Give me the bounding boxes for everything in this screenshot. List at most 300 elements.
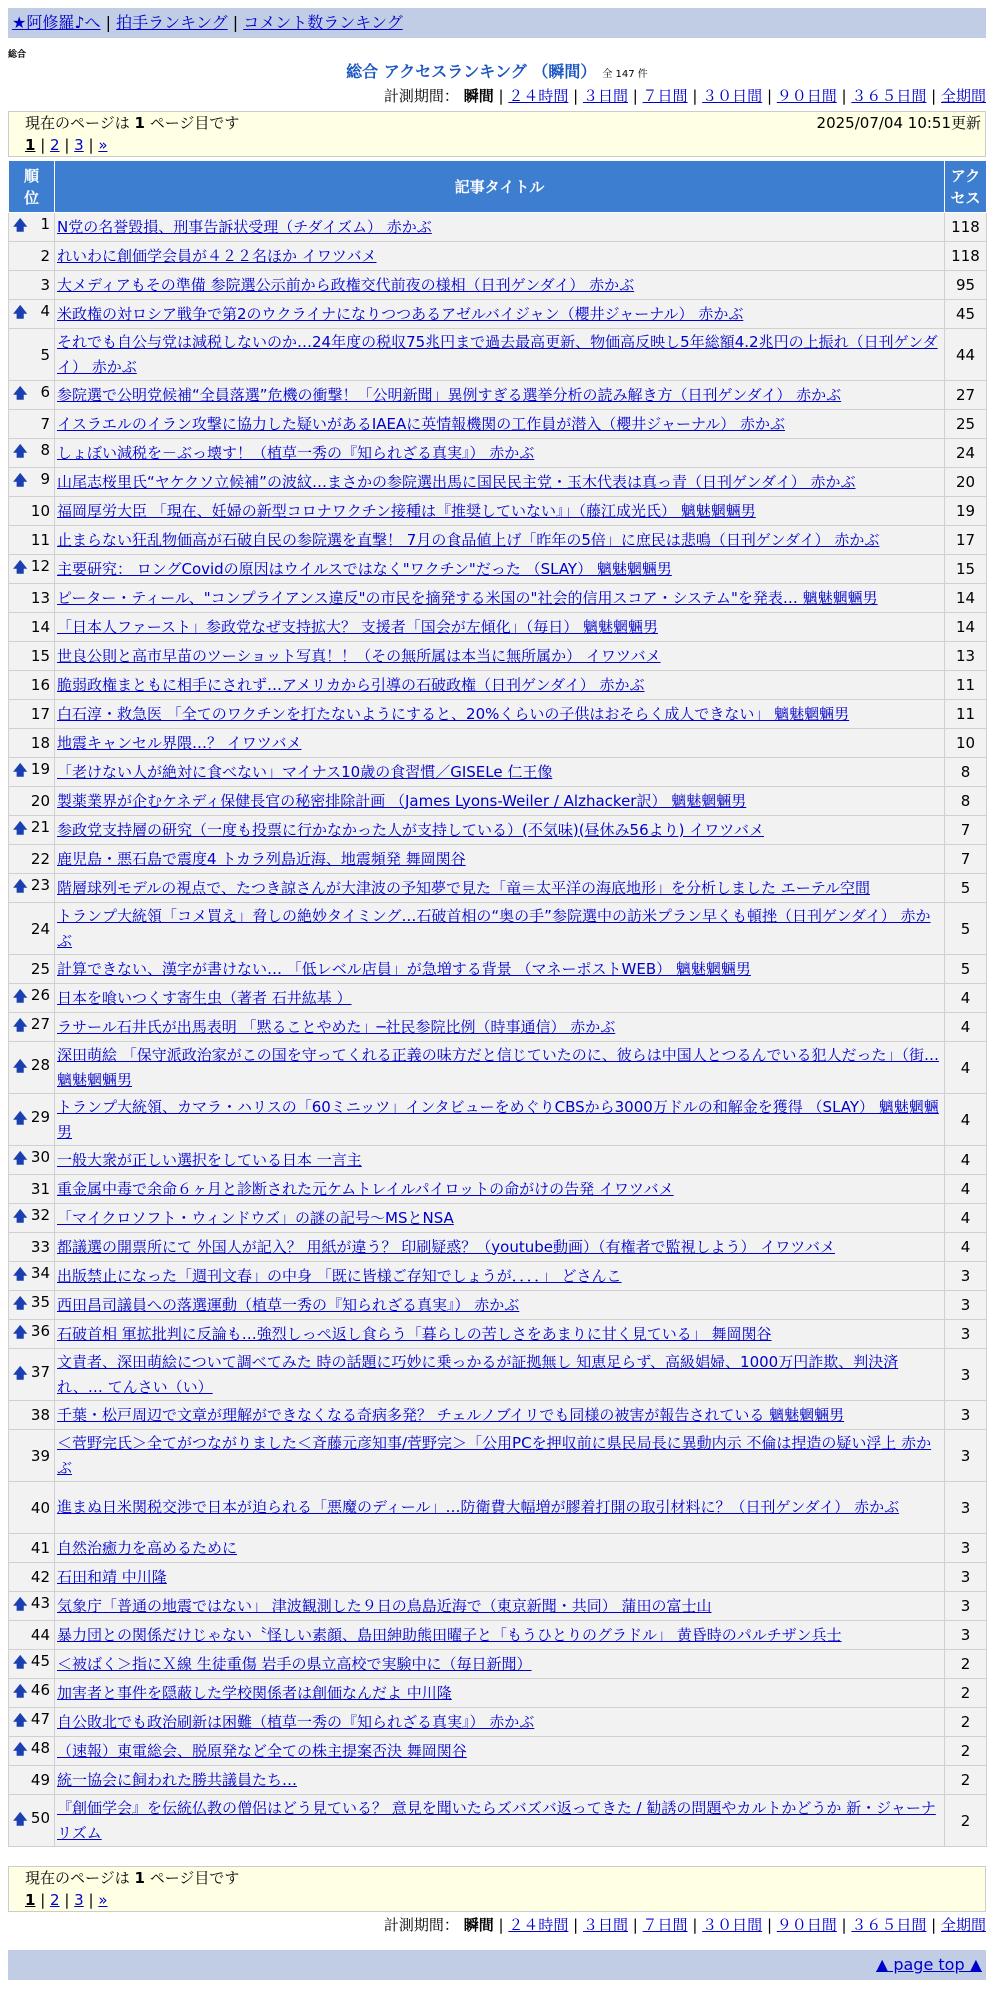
table-row xyxy=(9,1349,987,1401)
table-row xyxy=(9,729,987,758)
col-title-header: 記事タイトル xyxy=(55,161,945,213)
article-link[interactable]: 深田萌絵 「保守派政治家がこの国を守ってくれる正義の味方だと信じていたのに、彼らは中国人とつるんでいる犯人だった」（街… 魑魅魍魎男 xyxy=(57,1045,939,1089)
title-cell xyxy=(55,1534,945,1563)
access-count: 11 xyxy=(945,671,987,700)
rank-cell xyxy=(9,497,55,526)
article-link[interactable]: 統一協会に飼われた勝共議員たち… xyxy=(57,1770,298,1789)
rank-cell xyxy=(9,300,55,329)
table-row xyxy=(9,1094,987,1146)
rank-number: 46 xyxy=(30,1681,50,1699)
rank-number: 49 xyxy=(30,1771,50,1789)
period-separator: | xyxy=(926,87,941,105)
table-row xyxy=(9,1534,987,1563)
rank-cell xyxy=(9,1320,55,1349)
rank-up-arrow-icon: 🡅 xyxy=(13,1018,28,1034)
page-suffix: ページ目です xyxy=(144,1869,240,1887)
article-link[interactable]: 参院選で公明党候補“全員落選”危機の衝撃！「公明新聞」異例すぎる選挙分析の読み解き方（日刊ゲンダイ） 赤かぶ xyxy=(57,385,842,404)
rank-up-arrow-icon: 🡅 xyxy=(13,1713,28,1729)
period-current: 瞬間 xyxy=(463,87,494,105)
table-header-row xyxy=(9,161,987,213)
rank-number: 26 xyxy=(30,986,50,1004)
page-prefix: 現在のページは xyxy=(25,1869,135,1887)
top-nav-bar xyxy=(8,8,986,38)
article-link[interactable]: 自公敗北でも政治刷新は困難（植草一秀の『知られざる真実』） 赤かぶ xyxy=(57,1712,535,1731)
title-cell xyxy=(55,955,945,984)
col-rank-header xyxy=(9,161,55,213)
col-access-label: アクセス xyxy=(950,166,981,207)
table-row xyxy=(9,1146,987,1175)
period-link[interactable]: ７日間 xyxy=(642,87,688,105)
title-cell xyxy=(55,1679,945,1708)
article-link[interactable]: 加害者と事件を隠蔽した学校関係者は創価なんだよ 中川隆 xyxy=(57,1683,452,1702)
rank-up-arrow-icon: 🡅 xyxy=(13,1742,28,1758)
page-prefix: 現在のページは xyxy=(25,114,135,132)
table-row xyxy=(9,329,987,381)
article-link[interactable]: 計算できない、漢字が書けない… 「低レベル店員」が急増する背景 （マネーポストWEB） 魑魅魍魎男 xyxy=(57,959,751,978)
table-row xyxy=(9,700,987,729)
access-count: 4 xyxy=(945,1233,987,1262)
rank-cell xyxy=(9,242,55,271)
article-link[interactable]: 福岡厚労大臣 「現在、妊婦の新型コロナワクチン接種は『推奨していない』」（藤江成光氏） 魑魅魍魎男 xyxy=(57,501,756,520)
article-link[interactable]: ＜菅野完氏＞全てがつながりました＜斉藤元彦知事/菅野完＞「公用PCを押収前に県民局長に異動内示 不倫は捏造の疑い浮上 赤かぶ xyxy=(57,1433,932,1477)
article-link[interactable]: 参政党支持層の研究（一度も投票に行かなかった人が支持している）(不気味)(昼休み56より) イワツバメ xyxy=(57,820,764,839)
title-cell xyxy=(55,671,945,700)
rank-up-arrow-icon: 🡅 xyxy=(13,1597,28,1613)
access-count: 8 xyxy=(945,787,987,816)
title-cell xyxy=(55,271,945,300)
title-cell xyxy=(55,787,945,816)
article-link[interactable]: 都議選の開票所にて 外国人が記入？ 用紙が違う？ 印刷疑惑？（youtube動画）（有権者で監視しよう） イワツバメ xyxy=(57,1237,835,1256)
page-number: 1 xyxy=(134,1869,145,1887)
next-page-link[interactable]: » xyxy=(98,1891,108,1909)
rank-cell xyxy=(9,1534,55,1563)
access-count: 2 xyxy=(945,1795,987,1847)
title-cell xyxy=(55,242,945,271)
page-top-link[interactable]: ▲ page top ▲ xyxy=(875,1955,982,1974)
article-link[interactable]: 主要研究： ロングCovidの原因はウイルスではなく"ワクチン"だった （SLAY） 魑魅魍魎男 xyxy=(57,559,672,578)
access-count: 2 xyxy=(945,1708,987,1737)
title-cell xyxy=(55,1349,945,1401)
rank-up-arrow-icon: 🡅 xyxy=(13,1110,28,1127)
title-cell xyxy=(55,758,945,787)
article-link[interactable]: トランプ大統領「コメ買え」脅しの絶妙タイミング…石破首相の“奥の手”参院選中の訪米プラン早くも頓挫（日刊ゲンダイ） 赤かぶ xyxy=(57,906,931,950)
article-link[interactable]: 地震キャンセル界隈…？ イワツバメ xyxy=(57,733,302,752)
rank-number: 44 xyxy=(30,1626,50,1644)
rank-up-arrow-icon: 🡅 xyxy=(13,218,28,234)
article-link[interactable]: 石破首相 軍拡批判に反論も…強烈しっぺ返し食らう「暮らしの苦しさをあまりに甘く見ている」 舞岡関谷 xyxy=(57,1324,772,1343)
home-link[interactable]: ★阿修羅♪へ xyxy=(12,13,101,32)
rank-cell xyxy=(9,1679,55,1708)
rank-cell xyxy=(9,1592,55,1621)
page-separator: | xyxy=(35,1891,51,1909)
next-page-link[interactable]: » xyxy=(98,136,108,154)
table-row xyxy=(9,410,987,439)
rank-cell xyxy=(9,468,55,497)
article-link[interactable]: 気象庁「普通の地震ではない」 津波観測した９日の鳥島近海で（東京新聞・共同） 蒲田の富士山 xyxy=(57,1596,712,1615)
period-link[interactable]: ２４時間 xyxy=(508,1916,569,1934)
article-link[interactable]: ピーター・ティール、"コンプライアンス違反"の市民を摘発する米国の"社会的信用スコア・システム"を発表… 魑魅魍魎男 xyxy=(57,588,878,607)
title-cell xyxy=(55,1146,945,1175)
table-row xyxy=(9,381,987,410)
page-separator: | xyxy=(59,1891,75,1909)
rank-up-arrow-icon: 🡅 xyxy=(13,1296,28,1312)
table-row xyxy=(9,468,987,497)
title-cell xyxy=(55,497,945,526)
rank-number: 33 xyxy=(30,1238,50,1256)
rank-cell xyxy=(9,1262,55,1291)
article-link[interactable]: トランプ大統領、カマラ・ハリスの「60ミニッツ」インタビューをめぐりCBSから3000万ドルの和解金を獲得 （SLAY） 魑魅魍魎男 xyxy=(57,1097,939,1141)
rank-up-arrow-icon: 🡅 xyxy=(13,1655,28,1671)
title-cell xyxy=(55,555,945,584)
article-link[interactable]: 「老けない人が絶対に食べない」マイナス10歳の食習慣／GISELe 仁王像 xyxy=(57,762,553,781)
table-row xyxy=(9,1766,987,1795)
col-rank-label: 順位 xyxy=(23,166,39,207)
article-link[interactable]: 米政権の対ロシア戦争で第2のウクライナになりつつあるアゼルバイジャン（櫻井ジャーナル） 赤かぶ xyxy=(57,304,744,323)
rank-up-arrow-icon: 🡅 xyxy=(13,1058,28,1075)
rank-number: 2 xyxy=(40,247,50,265)
title-cell xyxy=(55,1737,945,1766)
rank-number: 19 xyxy=(30,760,50,778)
access-count: 4 xyxy=(945,1175,987,1204)
rank-number: 48 xyxy=(30,1739,50,1757)
rank-cell xyxy=(9,671,55,700)
article-link[interactable]: 大メディアもその準備 参院選公示前から政権交代前夜の様相（日刊ゲンダイ） 赤かぶ xyxy=(57,275,635,294)
access-count: 7 xyxy=(945,845,987,874)
title-cell xyxy=(55,1291,945,1320)
access-count: 3 xyxy=(945,1349,987,1401)
rank-number: 7 xyxy=(40,415,50,433)
rank-number: 16 xyxy=(30,676,50,694)
article-link[interactable]: しょぼい減税を－ぶっ壊す！（植草一秀の『知られざる真実』） 赤かぶ xyxy=(57,443,535,462)
table-row xyxy=(9,497,987,526)
period-separator: | xyxy=(762,1916,777,1934)
article-link[interactable]: 一般大衆が正しい選択をしている日本 一言主 xyxy=(57,1150,362,1169)
article-link[interactable]: 階層球列モデルの視点で、たつき諒さんが大津波の予知夢で見た「竜＝太平洋の海底地形」を分析しました エーテル空間 xyxy=(57,878,870,897)
rank-cell xyxy=(9,984,55,1013)
access-count: 3 xyxy=(945,1534,987,1563)
rank-up-arrow-icon: 🡅 xyxy=(13,1684,28,1700)
title-cell xyxy=(55,1204,945,1233)
ranking-table xyxy=(8,160,987,1847)
period-link[interactable]: ２４時間 xyxy=(508,87,569,105)
rank-cell xyxy=(9,1621,55,1650)
period-link[interactable]: ３６５日間 xyxy=(851,1916,927,1934)
period-current: 瞬間 xyxy=(463,1916,494,1934)
period-link[interactable]: 全期間 xyxy=(940,87,986,105)
rank-up-arrow-icon: 🡅 xyxy=(13,1151,28,1167)
title-cell xyxy=(55,845,945,874)
rank-number: 32 xyxy=(30,1206,50,1224)
access-count: 4 xyxy=(945,1146,987,1175)
period-link[interactable]: ３０日間 xyxy=(702,87,763,105)
article-link[interactable]: 鹿児島・悪石島で震度4 トカラ列島近海、地震頻発 舞岡関谷 xyxy=(57,849,466,868)
table-row xyxy=(9,1175,987,1204)
title-cell xyxy=(55,584,945,613)
table-row xyxy=(9,1013,987,1042)
rank-number: 23 xyxy=(30,876,50,894)
access-count: 2 xyxy=(945,1766,987,1795)
access-count: 27 xyxy=(945,381,987,410)
page-current: 1 xyxy=(25,1891,36,1909)
rank-up-arrow-icon: 🡅 xyxy=(13,1811,28,1828)
rank-up-arrow-icon: 🡅 xyxy=(13,1267,28,1283)
article-link[interactable]: 暴力団との関係だけじゃない〝怪しい素顔、島田紳助熊田曜子と「もうひとりのグラドル」 黄昏時のパルチザン兵士 xyxy=(57,1625,842,1644)
title-cell xyxy=(55,213,945,242)
access-count: 3 xyxy=(945,1621,987,1650)
access-count: 3 xyxy=(945,1401,987,1430)
rank-up-arrow-icon: 🡅 xyxy=(13,1325,28,1341)
table-row xyxy=(9,271,987,300)
rank-number: 18 xyxy=(30,734,50,752)
article-link[interactable]: N党の名誉毀損、刑事告訴状受理（チダイズム） 赤かぶ xyxy=(57,217,432,236)
comment-ranking-link[interactable]: コメント数ランキング xyxy=(243,13,403,32)
page-suffix: ページ目です xyxy=(144,114,240,132)
access-count: 3 xyxy=(945,1291,987,1320)
page-link[interactable]: 3 xyxy=(74,1891,84,1909)
table-row xyxy=(9,1291,987,1320)
article-link[interactable]: ラサール石井氏が出馬表明 「黙ることやめた」─社民参院比例（時事通信） 赤かぶ xyxy=(57,1017,616,1036)
period-label: 計測期間： xyxy=(383,87,459,105)
access-count: 14 xyxy=(945,613,987,642)
rank-cell xyxy=(9,1233,55,1262)
rank-cell xyxy=(9,1204,55,1233)
rank-number: 4 xyxy=(40,302,50,320)
period-separator: | xyxy=(627,1916,643,1934)
rank-cell xyxy=(9,1563,55,1592)
col-access-header xyxy=(945,161,987,213)
rank-cell xyxy=(9,1094,55,1146)
title-cell xyxy=(55,329,945,381)
table-row xyxy=(9,1737,987,1766)
access-count: 44 xyxy=(945,329,987,381)
period-link[interactable]: ７日間 xyxy=(642,1916,688,1934)
article-link[interactable]: れいわに創価学会員が４２２名ほか イワツバメ xyxy=(57,246,377,265)
article-link[interactable]: イスラエルのイラン攻撃に協力した疑いがあるIAEAに英情報機関の工作員が潜入（櫻井ジャーナル） 赤かぶ xyxy=(57,414,785,433)
access-count: 15 xyxy=(945,555,987,584)
table-row xyxy=(9,1262,987,1291)
article-link[interactable]: 千葉・松戸周辺で文章が理解ができなくなる奇病多発？ チェルノブイリでも同様の被害が報告されている 魑魅魍魎男 xyxy=(57,1405,845,1424)
article-link[interactable]: 出版禁止になった「週刊文春」の中身 「既に皆様ご存知でしょうが．．．．」 どさんこ xyxy=(57,1266,622,1285)
article-link[interactable]: 文責者、深田萌絵について調べてみた 時の話題に巧妙に乗っかるが証拠無し 知恵足らず、高級娼婦、1000万円詐欺、判決済れ、… てんさい（い） xyxy=(57,1352,899,1396)
article-link[interactable]: 重金属中毒で余命６ヶ月と診断された元ケムトレイルパイロットの命がけの告発 イワツバメ xyxy=(57,1179,674,1198)
table-row xyxy=(9,1430,987,1482)
rank-number: 1 xyxy=(40,215,50,233)
period-link[interactable]: ３６５日間 xyxy=(851,87,927,105)
article-link[interactable]: それでも自公与党は減税しないのか…24年度の税収75兆円まで過去最高更新、物価高反映し5年総額4.2兆円の上振れ（日刊ゲンダイ） 赤かぶ xyxy=(57,332,938,376)
rank-up-arrow-icon: 🡅 xyxy=(13,879,28,895)
rank-cell xyxy=(9,845,55,874)
rank-number: 43 xyxy=(30,1594,50,1612)
rank-cell xyxy=(9,729,55,758)
rank-cell xyxy=(9,1650,55,1679)
rank-cell xyxy=(9,410,55,439)
title-cell xyxy=(55,439,945,468)
rank-number: 20 xyxy=(30,792,50,810)
title-cell xyxy=(55,1094,945,1146)
access-count: 5 xyxy=(945,903,987,955)
title-cell xyxy=(55,903,945,955)
rank-number: 25 xyxy=(30,960,50,978)
rank-up-arrow-icon: 🡅 xyxy=(13,473,28,489)
rank-number: 31 xyxy=(30,1180,50,1198)
access-count: 118 xyxy=(945,242,987,271)
rank-number: 27 xyxy=(30,1015,50,1033)
rank-up-arrow-icon: 🡅 xyxy=(13,560,28,576)
access-count: 45 xyxy=(945,300,987,329)
table-row xyxy=(9,613,987,642)
article-link[interactable]: 日本を喰いつくす寄生虫（著者 石井紘基 ） xyxy=(57,988,352,1007)
rank-number: 29 xyxy=(30,1107,50,1126)
page-link[interactable]: 2 xyxy=(50,136,60,154)
access-count: 3 xyxy=(945,1592,987,1621)
nav-separator: | xyxy=(100,13,117,32)
access-count: 2 xyxy=(945,1650,987,1679)
page-link[interactable]: 3 xyxy=(74,136,84,154)
access-count: 3 xyxy=(945,1320,987,1349)
article-link[interactable]: 山尾志桜里氏“ヤケクソ立候補”の波紋…まさかの参院選出馬に国民民主党・玉木代表は真っ青（日刊ゲンダイ） 赤かぶ xyxy=(57,472,856,491)
rank-up-arrow-icon: 🡅 xyxy=(13,821,28,837)
page-separator: | xyxy=(83,136,99,154)
title-cell xyxy=(55,468,945,497)
period-separator: | xyxy=(926,1916,941,1934)
rank-number: 12 xyxy=(30,557,50,575)
title-cell xyxy=(55,1430,945,1482)
article-link[interactable]: 『創価学会』を伝統仏教の僧侶はどう見ている？ 意見を聞いたらズバズバ返ってきた / 勧誘の問題やカルトかどうか 新・ジャーナリズム xyxy=(57,1798,936,1842)
access-count: 4 xyxy=(945,984,987,1013)
updated-time: 2025/07/04 10:51更新 xyxy=(816,114,981,132)
title-cell xyxy=(55,1795,945,1847)
period-separator: | xyxy=(498,87,509,105)
article-link[interactable]: ＜被ばく＞指にＸ線 生徒重傷 岩手の県立高校で実験中に（毎日新聞） xyxy=(57,1654,532,1673)
period-link[interactable]: ３０日間 xyxy=(702,1916,763,1934)
rank-number: 45 xyxy=(30,1652,50,1670)
article-link[interactable]: 脆弱政権まともに相手にされず…アメリカから引導の石破政権（日刊ゲンダイ） 赤かぶ xyxy=(57,675,645,694)
access-count: 13 xyxy=(945,642,987,671)
table-row xyxy=(9,1320,987,1349)
title-cell xyxy=(55,1482,945,1534)
title-cell xyxy=(55,1013,945,1042)
rank-cell xyxy=(9,1482,55,1534)
rank-cell xyxy=(9,758,55,787)
title-cell xyxy=(55,700,945,729)
article-link[interactable]: 西田昌司議員への落選運動（植草一秀の『知られざる真実』） 赤かぶ xyxy=(57,1295,520,1314)
rank-cell xyxy=(9,903,55,955)
rank-cell xyxy=(9,213,55,242)
article-link[interactable]: 「日本人ファースト」参政党なぜ支持拡大？ 支援者「国会が左傾化」（毎日） 魑魅魍魎男 xyxy=(57,617,658,636)
table-row xyxy=(9,1795,987,1847)
article-link[interactable]: 進まぬ日米関税交渉で日本が迫られる「悪魔のディール」…防衛費大幅増が膠着打開の取引材料に？（日刊ゲンダイ） 赤かぶ xyxy=(57,1498,900,1516)
rank-cell xyxy=(9,329,55,381)
applause-ranking-link[interactable]: 拍手ランキング xyxy=(116,13,228,32)
rank-number: 40 xyxy=(30,1498,50,1517)
rank-cell xyxy=(9,555,55,584)
period-link[interactable]: ３日間 xyxy=(582,1916,628,1934)
article-link[interactable]: 「マイクロソフト・ウィンドウズ」の謎の記号～MSとNSA xyxy=(57,1208,454,1227)
article-link[interactable]: 石田和靖 中川隆 xyxy=(57,1567,167,1586)
rank-number: 35 xyxy=(30,1293,50,1311)
page-link[interactable]: 2 xyxy=(50,1891,60,1909)
table-row xyxy=(9,845,987,874)
title-cell xyxy=(55,816,945,845)
access-count: 24 xyxy=(945,439,987,468)
table-row xyxy=(9,1204,987,1233)
rank-number: 3 xyxy=(40,276,50,294)
rank-cell xyxy=(9,1146,55,1175)
table-row xyxy=(9,1563,987,1592)
title-cell xyxy=(55,300,945,329)
title-cell xyxy=(55,1592,945,1621)
nav-separator: | xyxy=(227,13,244,32)
rank-cell xyxy=(9,1349,55,1401)
period-selector-top xyxy=(384,86,986,106)
table-row xyxy=(9,1482,987,1534)
rank-cell xyxy=(9,439,55,468)
article-link[interactable]: （速報）東電総会、脱原発など全ての株主提案否決 舞岡関谷 xyxy=(57,1741,467,1760)
access-count: 2 xyxy=(945,1679,987,1708)
period-separator: | xyxy=(836,1916,852,1934)
period-separator: | xyxy=(687,1916,703,1934)
article-link[interactable]: 自然治癒力を高めるために xyxy=(57,1538,238,1557)
rank-number: 13 xyxy=(30,589,50,607)
rank-cell xyxy=(9,584,55,613)
title-cell xyxy=(55,984,945,1013)
access-count: 25 xyxy=(945,410,987,439)
rank-cell xyxy=(9,1291,55,1320)
title-cell xyxy=(55,1320,945,1349)
rank-number: 6 xyxy=(40,383,50,401)
table-row xyxy=(9,642,987,671)
table-row xyxy=(9,787,987,816)
period-link[interactable]: ９０日間 xyxy=(776,87,837,105)
access-count: 11 xyxy=(945,700,987,729)
table-row xyxy=(9,903,987,955)
rank-number: 47 xyxy=(30,1710,50,1728)
table-row xyxy=(9,1592,987,1621)
table-row xyxy=(9,1650,987,1679)
rank-cell xyxy=(9,1737,55,1766)
article-link[interactable]: 白石淳・救急医 「全てのワクチンを打たないようにすると、20%くらいの子供はおそらく成人できない」 魑魅魍魎男 xyxy=(57,704,850,723)
rank-cell xyxy=(9,381,55,410)
period-link[interactable]: 全期間 xyxy=(940,1916,986,1934)
title-cell xyxy=(55,381,945,410)
period-separator: | xyxy=(687,87,703,105)
access-count: 14 xyxy=(945,584,987,613)
item-count: 全 147 件 xyxy=(602,69,648,80)
rank-number: 21 xyxy=(30,818,50,836)
access-count: 20 xyxy=(945,468,987,497)
table-row xyxy=(9,1233,987,1262)
rank-cell xyxy=(9,271,55,300)
article-link[interactable]: 止まらない狂乱物価高が石破自民の参院選を直撃！ 7月の食品値上げ「昨年の5倍」に庶民は悲鳴（日刊ゲンダイ） 赤かぶ xyxy=(57,530,880,549)
article-link[interactable]: 製薬業界が企むケネディ保健長官の秘密排除計画 （James Lyons-Weiler / Alzhacker訳） 魑魅魍魎男 xyxy=(57,791,747,810)
access-count: 4 xyxy=(945,1094,987,1146)
rank-cell xyxy=(9,874,55,903)
title-cell xyxy=(55,874,945,903)
title-cell xyxy=(55,1650,945,1679)
period-link[interactable]: ３日間 xyxy=(582,87,628,105)
period-link[interactable]: ９０日間 xyxy=(776,1916,837,1934)
table-row xyxy=(9,1401,987,1430)
article-link[interactable]: 世良公則と高市早苗のツーショット写真！！（その無所属は本当に無所属か） イワツバメ xyxy=(57,646,661,665)
rank-number: 42 xyxy=(30,1568,50,1586)
table-row xyxy=(9,584,987,613)
title-cell xyxy=(55,1621,945,1650)
access-count: 3 xyxy=(945,1262,987,1291)
title-cell xyxy=(55,642,945,671)
rank-number: 50 xyxy=(30,1808,50,1827)
rank-cell xyxy=(9,955,55,984)
table-row xyxy=(9,555,987,584)
